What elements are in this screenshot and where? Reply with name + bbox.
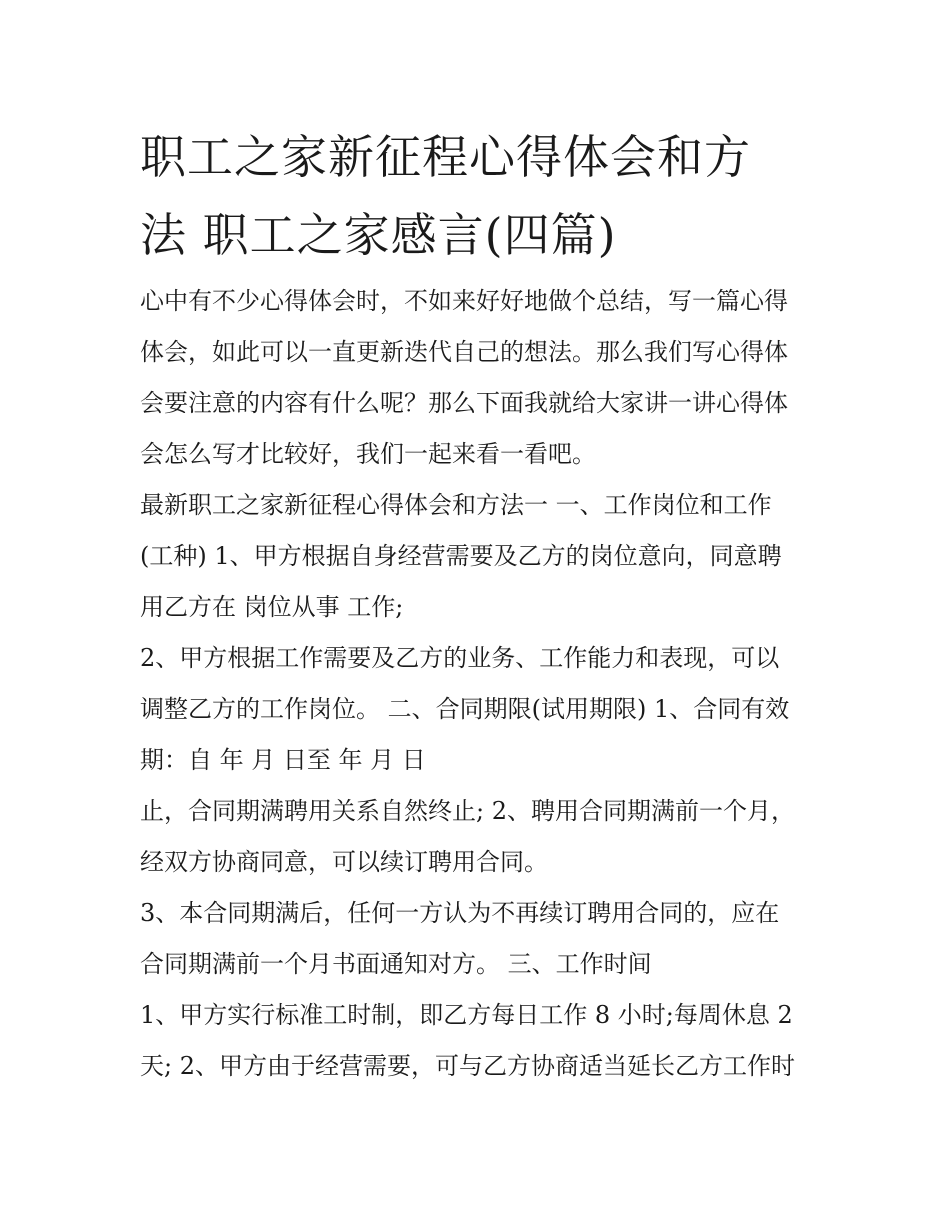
- text-line: (工种) 1、甲方根据自身经营需要及乙方的岗位意向，同意聘: [140, 542, 782, 570]
- text-line: 2、甲方根据工作需要及乙方的业务、工作能力和表现，可以: [140, 644, 780, 672]
- text-line: 止，合同期满聘用关系自然终止; 2、聘用合同期满前一个月，: [140, 797, 795, 825]
- paragraph-item-3: [140, 888, 830, 990]
- paragraph-item-2: [140, 633, 830, 786]
- text-line: 体会，如此可以一直更新迭代自己的想法。那么我们写心得体: [140, 338, 788, 366]
- title-line: 法 职工之家感言(四篇): [140, 208, 617, 262]
- text-line: 3、本合同期满后，任何一方认为不再续订聘用合同的，应在: [140, 899, 780, 927]
- paragraph-contract-end: [140, 786, 830, 888]
- text-line: 天; 2、甲方由于经营需要，可与乙方协商适当延长乙方工作时: [140, 1052, 795, 1080]
- text-line: 经双方协商同意，可以续订聘用合同。: [140, 848, 548, 876]
- document-title: [140, 118, 820, 274]
- text-line: 合同期满前一个月书面通知对方。 三、工作时间: [140, 950, 652, 978]
- text-line: 期：自 年 月 日至 年 月 日: [140, 746, 426, 774]
- document-body: [140, 276, 830, 1092]
- text-line: 1、甲方实行标准工时制，即乙方每日工作 8 小时;每周休息 2: [140, 1001, 793, 1029]
- text-line: 调整乙方的工作岗位。 二、合同期限(试用期限) 1、合同有效: [140, 695, 790, 723]
- text-line: 会怎么写才比较好，我们一起来看一看吧。: [140, 440, 596, 468]
- paragraph-section-one: [140, 480, 830, 633]
- paragraph-working-hours: [140, 990, 830, 1092]
- text-line: 心中有不少心得体会时，不如来好好地做个总结，写一篇心得: [140, 287, 788, 315]
- text-line: 会要注意的内容有什么呢？那么下面我就给大家讲一讲心得体: [140, 389, 788, 417]
- paragraph-intro: [140, 276, 830, 480]
- text-line: 最新职工之家新征程心得体会和方法一 一、工作岗位和工作: [140, 491, 772, 519]
- title-line: 职工之家新征程心得体会和方: [140, 130, 751, 184]
- text-line: 用乙方在 岗位从事 工作;: [140, 593, 404, 621]
